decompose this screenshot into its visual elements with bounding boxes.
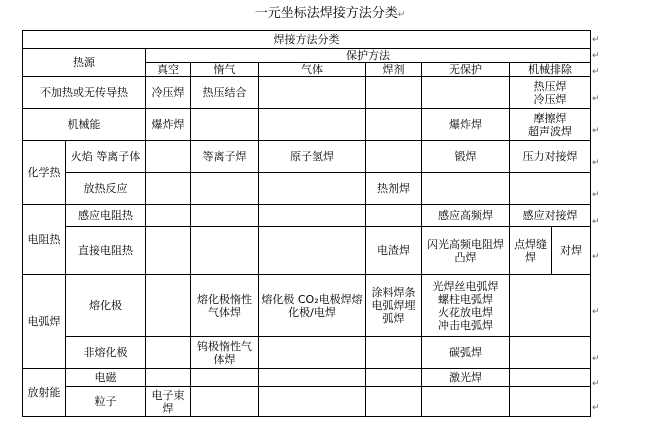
cell: 压力对接焊 [510, 141, 591, 173]
cell [259, 109, 366, 141]
col-gas: 气体 [259, 63, 366, 77]
cell [259, 205, 366, 227]
cell [366, 109, 422, 141]
col-flux: 焊剂 [366, 63, 422, 77]
paragraph-mark: ↵ [592, 217, 600, 227]
top-header: 焊接方法分类 [23, 31, 591, 49]
cell: 熔化极 CO₂电极焊熔化极/电焊 [259, 275, 366, 337]
document-title: 一元坐标法焊接方法分类↵ [254, 6, 406, 21]
cell: 感应高频焊 [422, 205, 510, 227]
cell [146, 173, 191, 205]
cell [146, 205, 191, 227]
cell [259, 227, 366, 275]
row-label: 电磁 [66, 369, 146, 387]
cell [422, 387, 510, 417]
cell [191, 109, 259, 141]
cell: 钨极惰性气体焊 [191, 337, 259, 369]
row-label: 熔化极 [66, 275, 146, 337]
paragraph-mark: ↵ [592, 67, 600, 77]
cell: 碳弧焊 [422, 337, 510, 369]
cell [191, 387, 259, 417]
group-label: 电阻热 [23, 205, 66, 275]
paragraph-mark: ↵ [592, 307, 600, 317]
cell [510, 387, 591, 417]
row-label: 火焰 等离子体 [66, 141, 146, 173]
paragraph-mark: ↵ [592, 379, 600, 389]
col-noprotect: 无保护 [422, 63, 510, 77]
cell: 等离子焊 [191, 141, 259, 173]
row-label: 非熔化极 [66, 337, 146, 369]
cell [146, 369, 191, 387]
cell [191, 173, 259, 205]
paragraph-mark: ↵ [592, 94, 600, 104]
cell [422, 173, 510, 205]
welding-classification-table [22, 30, 591, 417]
cell: 电子束焊 [146, 387, 191, 417]
cell [259, 337, 366, 369]
protection-header: 保护方法 [146, 49, 591, 63]
cell: 原子氢焊 [259, 141, 366, 173]
cell [510, 337, 591, 369]
cell: 感应对接焊 [510, 205, 591, 227]
row-label: 粒子 [66, 387, 146, 417]
cell: 热压焊 冷压焊 [510, 77, 591, 109]
cell [510, 369, 591, 387]
cell: 摩擦焊 超声波焊 [510, 109, 591, 141]
paragraph-mark: ↵ [592, 190, 600, 200]
col-inert: 惰气 [191, 63, 259, 77]
row-label: 不加热或无传导热 [23, 77, 146, 109]
cell [146, 337, 191, 369]
row-label: 机械能 [23, 109, 146, 141]
cell [259, 77, 366, 109]
cell [259, 369, 366, 387]
cell [259, 387, 366, 417]
cell: 光焊丝电弧焊 螺柱电弧焊 火花放电焊 冲击电弧焊 [422, 275, 510, 337]
cell: 熔化极惰性气体焊 [191, 275, 259, 337]
cell [510, 173, 591, 205]
cell: 点焊缝焊 [510, 227, 552, 275]
cell [191, 205, 259, 227]
cell [146, 227, 191, 275]
cell: 电渣焊 [366, 227, 422, 275]
cell: 涂料焊条电弧焊埋弧焊 [366, 275, 422, 337]
cell: 锻焊 [422, 141, 510, 173]
group-label: 化学热 [23, 141, 66, 205]
cell: 闪光高频电阻焊 凸焊 [422, 227, 510, 275]
paragraph-mark: ↵ [592, 403, 600, 413]
cell [366, 77, 422, 109]
cell: 热剂焊 [366, 173, 422, 205]
paragraph-mark: ↵ [592, 126, 600, 136]
paragraph-mark: ↵ [592, 35, 600, 45]
cell: 对焊 [552, 227, 591, 275]
cell: 冷压焊 [146, 77, 191, 109]
group-label: 电弧焊 [23, 275, 66, 369]
cell: 激光焊 [422, 369, 510, 387]
group-label: 放射能 [23, 369, 66, 417]
cell [146, 275, 191, 337]
cell [366, 141, 422, 173]
cell [366, 205, 422, 227]
heat-source-header: 热源 [23, 49, 146, 77]
cell: 爆炸焊 [146, 109, 191, 141]
paragraph-mark: ↵ [592, 252, 600, 262]
cell: 爆炸焊 [422, 109, 510, 141]
cell [366, 369, 422, 387]
cell [191, 369, 259, 387]
cell [366, 387, 422, 417]
row-label: 直接电阻热 [66, 227, 146, 275]
paragraph-mark: ↵ [592, 158, 600, 168]
col-mechanical: 机械排除 [510, 63, 591, 77]
cell [259, 173, 366, 205]
row-label: 感应电阻热 [66, 205, 146, 227]
paragraph-mark: ↵ [592, 354, 600, 364]
cell [510, 275, 591, 337]
paragraph-mark: ↵ [592, 51, 600, 61]
cell [366, 337, 422, 369]
row-label: 放热反应 [66, 173, 146, 205]
col-vacuum: 真空 [146, 63, 191, 77]
cell [146, 141, 191, 173]
cell: 热压结合 [191, 77, 259, 109]
cell [422, 77, 510, 109]
cell [191, 227, 259, 275]
